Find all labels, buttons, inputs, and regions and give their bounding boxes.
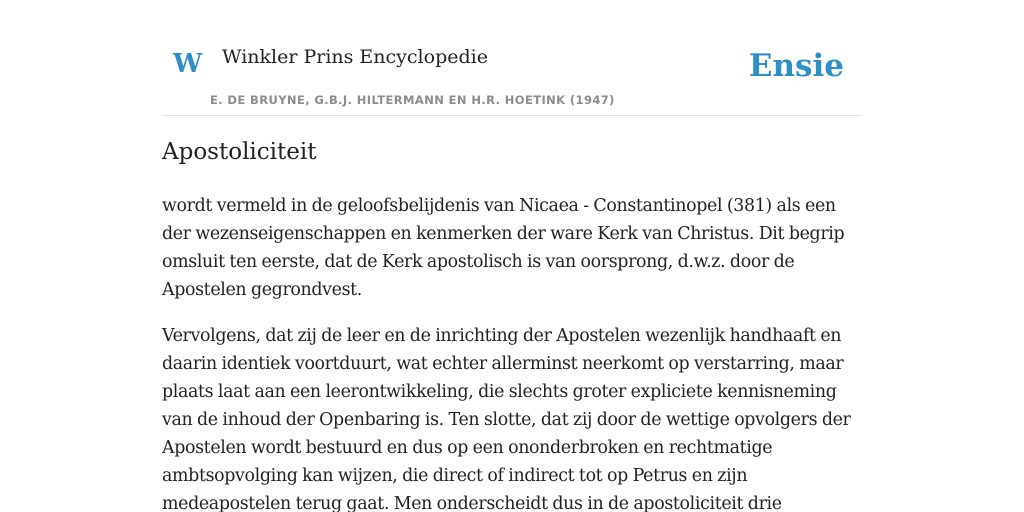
ensie-logo-link[interactable]: Ensie [748, 48, 844, 84]
encyclopedia-title-link[interactable]: Winkler Prins Encyclopedie [222, 46, 488, 68]
winkler-prins-logo[interactable]: W [173, 49, 203, 79]
site-header [162, 0, 862, 116]
article-paragraph: Vervolgens, dat zij de leer en de inrichting der Apostelen wezenlijk handhaaft en daarin identiek voortduurt, wat echter allerminst neerkomt op verstarring, maar plaats laat aan een leerontwikkeling, die slechts groter expliciete kennisneming van de inhoud der Openbaring is. Ten slotte, dat zij door de wettige opvolgers der Apostelen wordt bestuurd en dus op een ononderbroken en rechtmatige ambtsopvolging kan wijzen, die direct of indirect tot op Petrus en zijn medeapostelen terug gaat. Men onderscheidt dus in de apostoliciteit drie [162, 326, 851, 512]
article-title: Apostoliciteit [162, 139, 317, 165]
article-paragraph: wordt vermeld in de geloofsbelijdenis van Nicaea - Constantinopel (381) als een der wezenseigenschappen en kenmerken der ware Kerk van Christus. Dit begrip omsluit ten eerste, dat de Kerk apostolisch is van oorsprong, d.w.z. door de Apostelen gegrondvest. [162, 196, 845, 300]
article-body [162, 192, 862, 512]
authors-credit: E. DE BRUYNE, G.B.J. HILTERMANN EN H.R. HOETINK (1947) [210, 93, 615, 107]
